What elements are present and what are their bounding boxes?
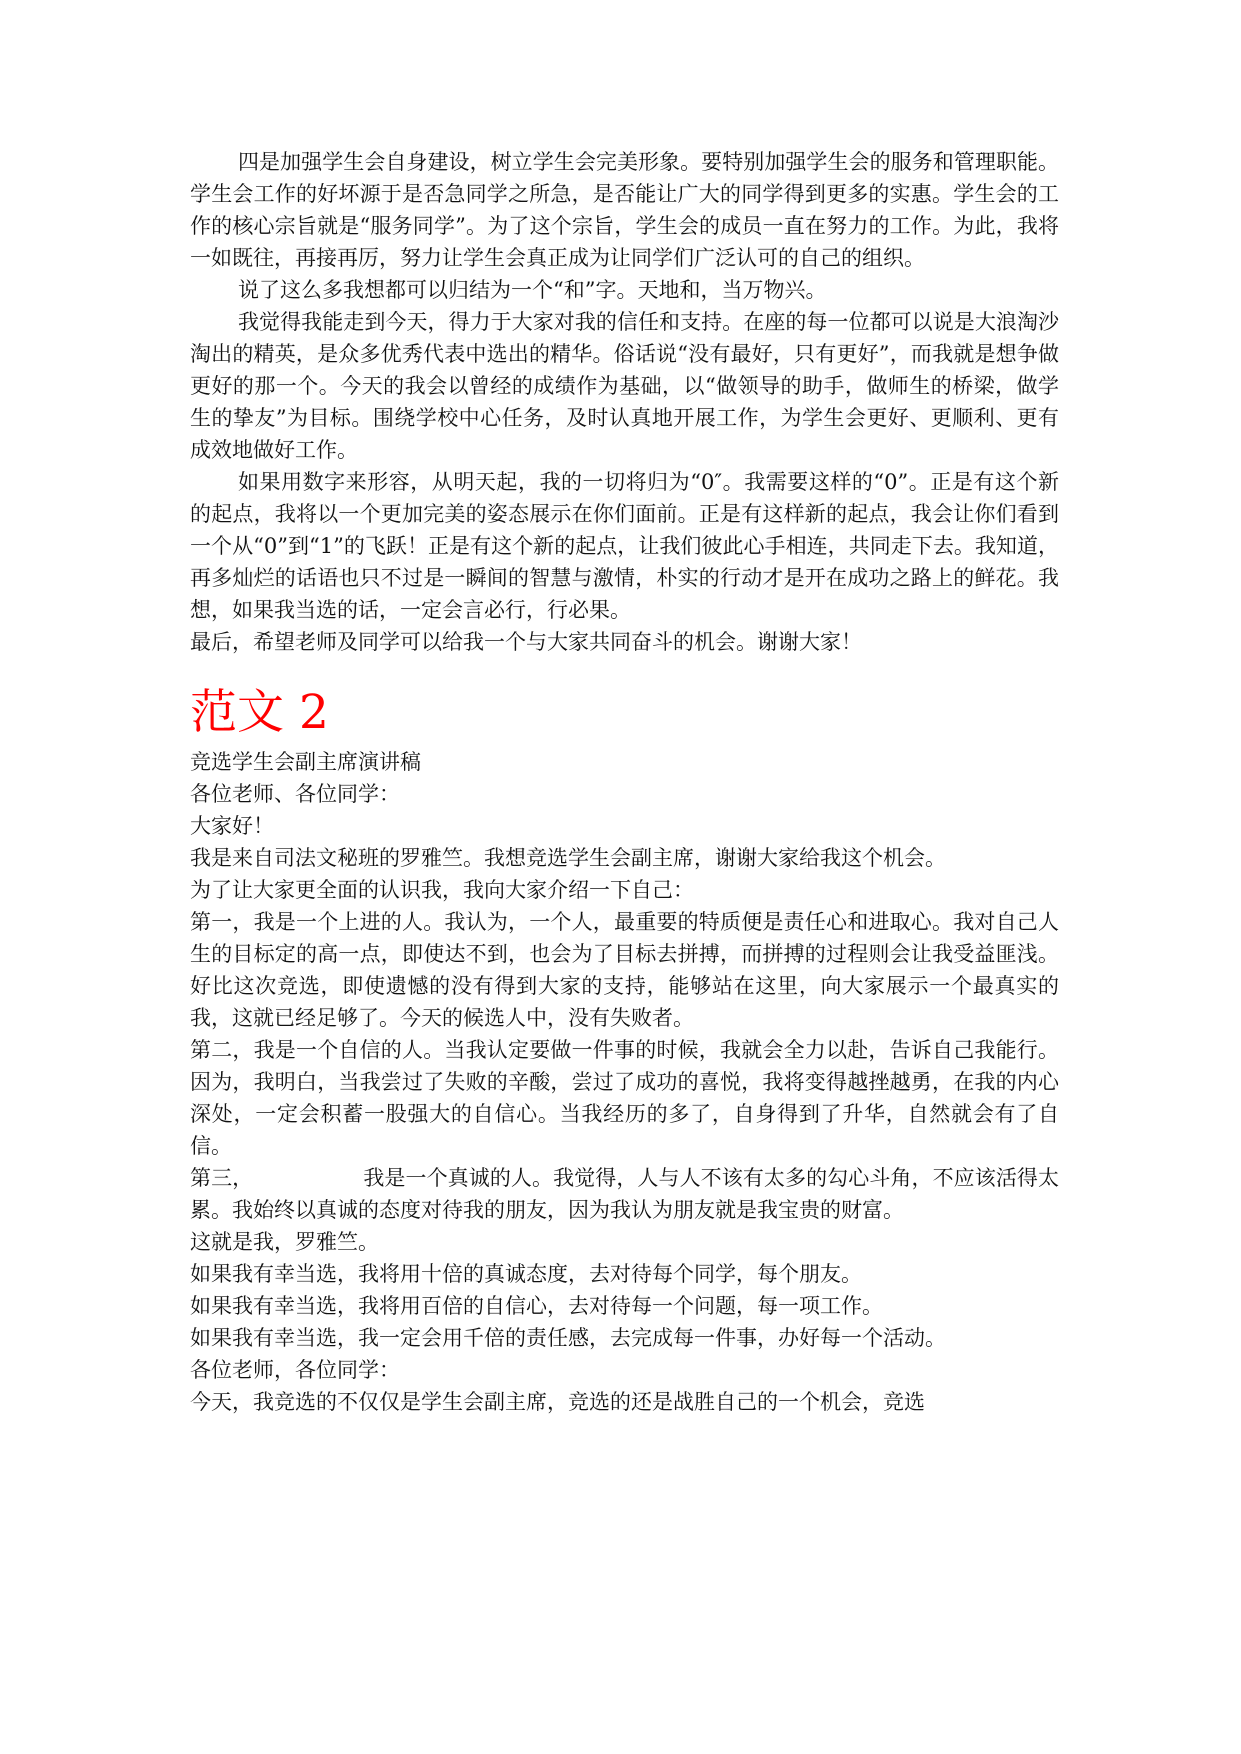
greeting: 大家好！ [190,814,274,838]
point-first: 第一，我是一个上进的人。我认为，一个人，最重要的特质便是责任心和进取心。我对自己人生的目标定的高一点，即使达不到，也会为了目标去拼搏，而拼搏的过程则会让我受益匪浅。好比这次竞选，即使遗憾的没有得到大家的支持，能够站在这里，向大家展示一个最真实的我，这就已经足够了。今天的候选人中，没有失败者。 [190,910,1059,1030]
spacer [190,658,1059,686]
point-third [190,1162,1059,1226]
speech-subtitle: 竞选学生会副主席演讲稿 [190,750,421,774]
paragraph-closing-thanks: 最后，希望老师及同学可以给我一个与大家共同奋斗的机会。谢谢大家！ [190,630,862,654]
section-title: 范文 2 [190,685,329,740]
intro-line: 为了让大家更全面的认识我，我向大家介绍一下自己： [190,878,694,902]
pledge-line: 如果我有幸当选，我将用十倍的真诚态度，去对待每个同学，每个朋友。 [190,1262,862,1286]
paragraph-zero: 如果用数字来形容，从明天起，我的一切将归为“0″。我需要这样的“0”。正是有这个新的起点，我将以一个更加完美的姿态展示在你们面前。正是有这样新的起点，我会让你们看到一个从“0”到“1”的飞跃！正是有这个新的起点，让我们彼此心手相连，共同走下去。我知道，再多灿烂的话语也只不过是一瞬间的智慧与激情，朴实的行动才是开在成功之路上的鲜花。我想，如果我当选的话，一定会言必行，行必果。 [190,470,1059,622]
this-is-me-line: 这就是我，罗雅竺。 [190,1230,379,1254]
document-page [190,146,1059,1418]
point-second: 第二，我是一个自信的人。当我认定要做一件事的时候，我就会全力以赴，告诉自己我能行。因为，我明白，当我尝过了失败的辛酸，尝过了成功的喜悦，我将变得越挫越勇，在我的内心深处，一定会积蓄一股强大的自信心。当我经历的多了，自身得到了升华，自然就会有了自信。 [190,1038,1059,1158]
point-third-body: 我是一个真诚的人。我觉得，人与人不该有太多的勾心斗角，不应该活得太累。我始终以真诚的态度对待我的朋友，因为我认为朋友就是我宝贵的财富。 [190,1166,1059,1222]
pledge-line: 如果我有幸当选，我一定会用千倍的责任感，去完成每一件事，办好每一个活动。 [190,1326,946,1350]
point-third-lead: 第三， [190,1166,254,1190]
paragraph-service: 四是加强学生会自身建设，树立学生会完美形象。要特别加强学生会的服务和管理职能。学生会工作的好坏源于是否急同学之所急，是否能让广大的同学得到更多的实惠。学生会的工作的核心宗旨就是“服务同学”。为了这个宗旨，学生会的成员一直在努力的工作。为此，我将一如既往，再接再厉，努力让学生会真正成为让同学们广泛认可的自己的组织。 [190,150,1059,270]
paragraph-trust: 我觉得我能走到今天，得力于大家对我的信任和支持。在座的每一位都可以说是大浪淘沙淘出的精英，是众多优秀代表中选出的精华。俗话说“没有最好，只有更好”，而我就是想争做更好的那一个。今天的我会以曾经的成绩作为基础，以“做领导的助手，做师生的桥梁，做学生的挚友”为目标。围绕学校中心任务，及时认真地开展工作，为学生会更好、更顺利、更有成效地做好工作。 [190,310,1059,462]
salutation: 各位老师、各位同学： [190,782,400,806]
salutation-second: 各位老师，各位同学： [190,1358,400,1382]
paragraph-harmony: 说了这么多我想都可以归结为一个“和”字。天地和，当万物兴。 [238,278,827,302]
intro-line: 我是来自司法文秘班的罗雅竺。我想竞选学生会副主席，谢谢大家给我这个机会。 [190,846,946,870]
closing-line: 今天，我竞选的不仅仅是学生会副主席，竞选的还是战胜自己的一个机会，竞选 [190,1390,925,1414]
pledge-line: 如果我有幸当选，我将用百倍的自信心，去对待每一个问题，每一项工作。 [190,1294,883,1318]
